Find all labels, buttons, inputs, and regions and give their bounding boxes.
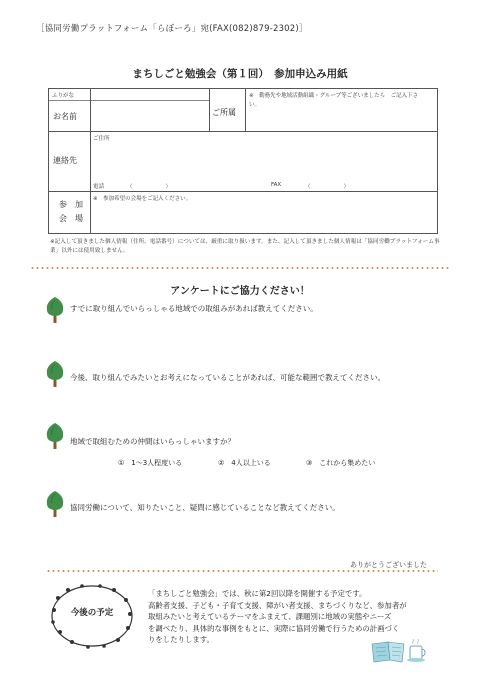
page-title: まちしごと勉強会（第１回） 参加申込み用紙: [132, 68, 348, 80]
plan-line: 取組みたいと考えているテーマをふまえて、課題別に地域の実態やニーズ: [148, 612, 392, 622]
venue-label-2: 会 場: [59, 214, 83, 223]
q3-option-1[interactable]: ① 1～3人程度いる: [118, 459, 183, 467]
name-label: お名前: [53, 112, 77, 121]
name-field[interactable]: [92, 102, 207, 130]
tree-icon: [44, 296, 66, 324]
dotted-divider: [30, 267, 450, 269]
dotted-divider: [46, 570, 438, 572]
phone-label: 電話: [93, 184, 105, 190]
question-2: 今後、取り組んでみたいとお考えになっていることがあれば、可能な範囲で教えてください。: [70, 373, 385, 382]
question-4: 協同労働について、知りたいこと、疑問に感じていることなど教えてください。: [70, 503, 340, 512]
phone-field[interactable]: （ ）: [127, 184, 172, 190]
plan-line: 「まちしごと勉強会」では、秋に第2回以降を開催する予定です。: [148, 589, 367, 598]
venue-label-1: 参 加: [59, 200, 83, 209]
affiliation-note: ※ 勤務先や地域活動組織・グループ等ございましたら ご記入下さい。: [249, 93, 419, 108]
header-text: ［協同労働プラットフォーム「らぼーろ」宛(FAX(082)879-2302)］: [36, 24, 308, 34]
plan-label: 今後の予定: [70, 608, 114, 618]
furigana-label: ふりがな: [52, 93, 75, 99]
affiliation-label: ご所属: [212, 108, 236, 117]
fax-field[interactable]: （ ）: [305, 184, 350, 190]
books-and-cup-icon: [368, 636, 430, 664]
question-3: 地域で取組むための仲間はいらっしゃいますか？: [70, 437, 235, 446]
tree-icon: [44, 422, 66, 450]
venue-note: ※ 参加希望の会場をご記入ください。: [93, 196, 192, 202]
fax-label: FAX: [271, 182, 282, 188]
privacy-note: ※記入して頂きました個人情報（住所、電話番号）については、厳重に取り扱います。また、記入して頂きました個人情報は「協同労働プラットフォーム事業」以外には使用致しません。: [50, 239, 440, 254]
address-field[interactable]: [92, 143, 432, 179]
survey-title: アンケートにご協力ください！: [170, 286, 310, 297]
address-label: ご住所: [93, 136, 110, 142]
plan-line: りをしたりします。: [148, 635, 214, 645]
q3-option-3[interactable]: ③ これから集めたい: [306, 459, 376, 467]
venue-field[interactable]: [92, 203, 432, 229]
furigana-field[interactable]: [92, 91, 207, 100]
contact-label: 連絡先: [53, 156, 77, 165]
question-1: すでに取り組んでいらっしゃる地域での取組みがあれば教えてください。: [70, 304, 318, 313]
tree-icon: [44, 490, 66, 518]
tree-icon: [44, 360, 66, 388]
q3-option-2[interactable]: ② 4人以上いる: [218, 459, 271, 467]
plan-line: 高齢者支援、子ども・子育て支援、障がい者支援、まちづくりなど、参加者が: [148, 600, 407, 610]
application-form: [48, 88, 438, 234]
plan-line: を調べたり、具体的な事例をもとに、実際に協同労働で行うための計画づく: [148, 623, 400, 633]
thanks-text: ありがとうございました: [350, 561, 427, 569]
